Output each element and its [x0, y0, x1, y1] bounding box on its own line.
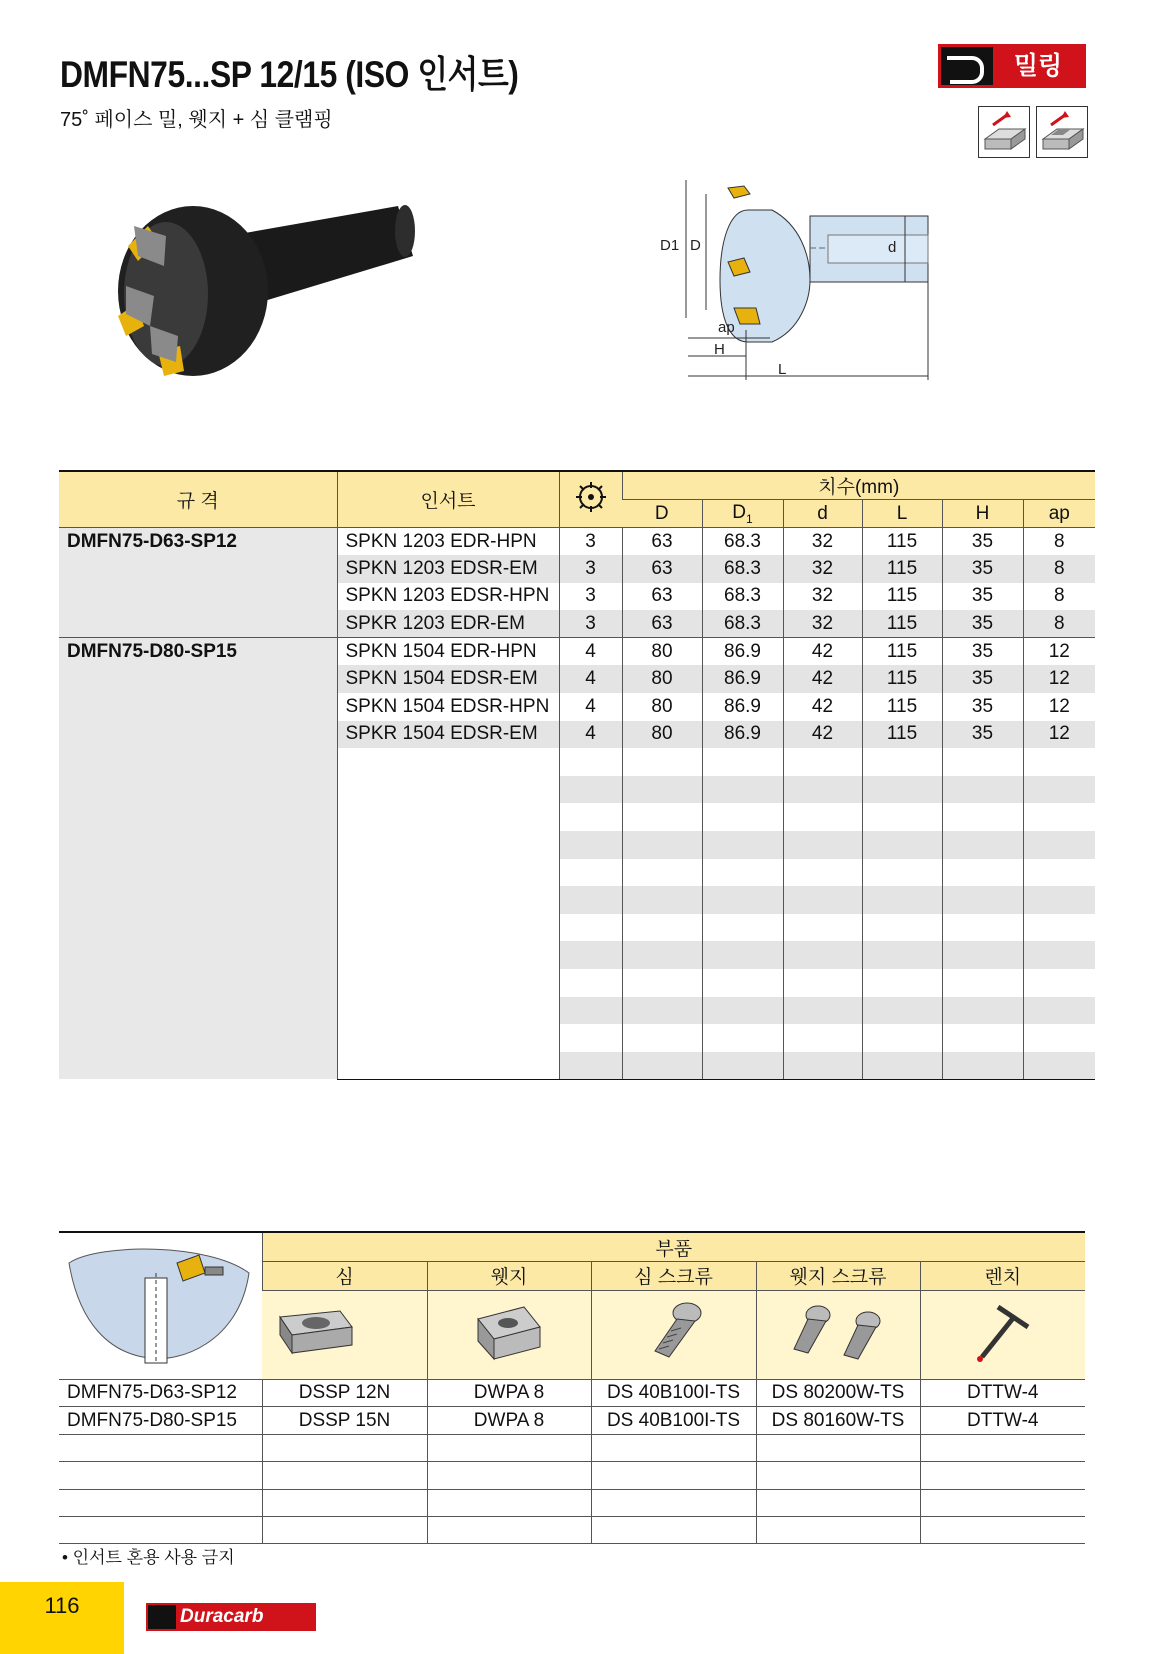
brand-logo-text: 밀링 [993, 47, 1083, 85]
spec-cell-d1: 86.9 [702, 665, 783, 693]
spec-cell-d: 80 [622, 638, 702, 666]
face-milling-operation-icon [978, 106, 1030, 158]
spec-cell-z: 3 [559, 555, 622, 583]
wedge-screw-picture [756, 1290, 920, 1379]
shoulder-milling-operation-icon [1036, 106, 1088, 158]
parts-cell-holder: DMFN75-D80-SP15 [59, 1407, 262, 1434]
parts-cell-wedge-screw: DS 80160W-TS [756, 1407, 920, 1434]
parts-cell-wrench: DTTW-4 [920, 1380, 1085, 1407]
teeth-count-icon [574, 480, 608, 514]
spec-cell-d: 42 [783, 638, 862, 666]
duracarb-logo-text: Duracarb [176, 1605, 314, 1629]
parts-cell-wedge: DWPA 8 [427, 1407, 591, 1434]
spec-insert: SPKN 1203 EDR-HPN [337, 528, 559, 556]
parts-empty-row [59, 1489, 1085, 1516]
parts-cell-wedge: DWPA 8 [427, 1380, 591, 1407]
duracarb-d-mark [148, 1605, 176, 1629]
drawing-label-d-shank: d [888, 239, 897, 256]
milling-brand-logo [938, 44, 1086, 88]
parts-empty-row [59, 1516, 1085, 1543]
spec-cell-ap: 12 [1023, 693, 1095, 721]
wedge-screw-icon [778, 1297, 898, 1367]
spec-cell-d1: 68.3 [702, 583, 783, 611]
spec-cell-z: 3 [559, 528, 622, 556]
parts-header-shim: 심 [262, 1262, 427, 1291]
spec-row [59, 638, 1095, 666]
spec-cell-z: 4 [559, 665, 622, 693]
spec-cell-d: 80 [622, 721, 702, 749]
parts-cell-shim: DSSP 12N [262, 1380, 427, 1407]
spec-cell-ap: 12 [1023, 721, 1095, 749]
header-d: D [622, 500, 702, 528]
spec-insert: SPKN 1203 EDSR-HPN [337, 583, 559, 611]
clamping-section-diagram [59, 1232, 262, 1380]
parts-header-wedge: 웻지 [427, 1262, 591, 1291]
spec-cell-d1: 86.9 [702, 721, 783, 749]
spec-cell-l: 115 [862, 721, 942, 749]
shim-screw-picture [591, 1290, 756, 1379]
spec-cell-d1: 68.3 [702, 555, 783, 583]
parts-cell-shim-screw: DS 40B100I-TS [591, 1380, 756, 1407]
spec-cell-l: 115 [862, 583, 942, 611]
parts-header-title: 부품 [262, 1232, 1085, 1262]
page-subtitle: 75˚ 페이스 밀, 웻지 + 심 클램핑 [60, 109, 333, 131]
header-spec: 규 격 [59, 471, 337, 528]
spec-cell-l: 115 [862, 555, 942, 583]
spec-cell-l: 115 [862, 528, 942, 556]
parts-cell-wedge-screw: DS 80200W-TS [756, 1380, 920, 1407]
cutter-dimension-drawing [660, 180, 970, 412]
spec-cell-d: 42 [783, 693, 862, 721]
spec-cell-z: 3 [559, 583, 622, 611]
spec-cell-h: 35 [942, 638, 1023, 666]
drawing-label-d1: D1 [660, 237, 680, 254]
wedge-picture [427, 1290, 591, 1379]
spec-cell-h: 35 [942, 721, 1023, 749]
parts-cell-shim: DSSP 15N [262, 1407, 427, 1434]
header-shank-d: d [783, 500, 862, 528]
spec-insert: SPKR 1203 EDR-EM [337, 610, 559, 638]
drawing-label-d-outer: D [690, 237, 701, 254]
spec-cell-d1: 68.3 [702, 528, 783, 556]
spec-cell-ap: 12 [1023, 638, 1095, 666]
spec-cell-d: 80 [622, 665, 702, 693]
brand-d-mark [941, 47, 993, 85]
spec-cell-d1: 86.9 [702, 638, 783, 666]
spec-cell-h: 35 [942, 583, 1023, 611]
parts-cell-holder: DMFN75-D63-SP12 [59, 1380, 262, 1407]
spec-cell-d: 63 [622, 528, 702, 556]
parts-header-wedge-screw: 웻지 스크류 [756, 1262, 920, 1291]
spec-cell-d: 32 [783, 555, 862, 583]
spec-cell-ap: 8 [1023, 610, 1095, 638]
parts-header-wrench: 렌치 [920, 1262, 1085, 1291]
spec-cell-z: 4 [559, 693, 622, 721]
spec-cell-z: 4 [559, 638, 622, 666]
duracarb-logo [146, 1603, 316, 1631]
spec-cell-ap: 8 [1023, 583, 1095, 611]
spec-cell-d1: 86.9 [702, 693, 783, 721]
milling-cutter-photo [108, 186, 428, 396]
spec-insert: SPKR 1504 EDSR-EM [337, 721, 559, 749]
spec-cell-ap: 12 [1023, 665, 1095, 693]
header-d1: $D_1$ [702, 500, 783, 528]
spec-cell-d: 42 [783, 665, 862, 693]
spec-cell-ap: 8 [1023, 555, 1095, 583]
parts-row [59, 1380, 1085, 1407]
spec-cell-d: 63 [622, 583, 702, 611]
spec-cell-h: 35 [942, 693, 1023, 721]
specification-table [59, 470, 1095, 1080]
parts-empty-row [59, 1462, 1085, 1489]
parts-row [59, 1407, 1085, 1434]
spec-cell-z: 4 [559, 721, 622, 749]
shim-icon [270, 1297, 360, 1367]
drawing-label-l: L [778, 361, 787, 378]
spec-cell-ap: 8 [1023, 528, 1095, 556]
spec-cell-h: 35 [942, 528, 1023, 556]
spec-cell-d: 32 [783, 528, 862, 556]
spec-cell-z: 3 [559, 610, 622, 638]
spec-model-name: DMFN75-D80-SP15 [59, 638, 337, 1080]
spec-cell-l: 115 [862, 638, 942, 666]
header-teeth [559, 471, 622, 528]
header-dimensions: 치수(mm) [622, 471, 1095, 500]
spec-cell-d: 80 [622, 693, 702, 721]
parts-cell-shim-screw: DS 40B100I-TS [591, 1407, 756, 1434]
header-l: L [862, 500, 942, 528]
spec-cell-d: 63 [622, 610, 702, 638]
header-insert: 인서트 [337, 471, 559, 528]
spec-cell-h: 35 [942, 555, 1023, 583]
spec-insert: SPKN 1504 EDR-HPN [337, 638, 559, 666]
spec-cell-l: 115 [862, 693, 942, 721]
spec-cell-d: 42 [783, 721, 862, 749]
spec-model-name: DMFN75-D63-SP12 [59, 528, 337, 638]
spec-cell-h: 35 [942, 665, 1023, 693]
spec-insert: SPKN 1504 EDSR-EM [337, 665, 559, 693]
drawing-label-ap: ap [718, 319, 735, 336]
shim-picture [262, 1290, 427, 1379]
header-ap: ap [1023, 500, 1095, 528]
parts-empty-row [59, 1434, 1085, 1461]
usage-note: • 인서트 혼용 사용 금지 [62, 1548, 235, 1567]
wedge-icon [464, 1297, 554, 1367]
page-number: 116 [0, 1582, 124, 1654]
drawing-label-h: H [714, 341, 725, 358]
parts-table [59, 1231, 1085, 1544]
header-h: H [942, 500, 1023, 528]
parts-header-shim-screw: 심 스크류 [591, 1262, 756, 1291]
parts-cell-wrench: DTTW-4 [920, 1407, 1085, 1434]
spec-insert: SPKN 1203 EDSR-EM [337, 555, 559, 583]
page-title: DMFN75...SP 12/15 (ISO 인서트) [60, 54, 519, 95]
spec-cell-d: 32 [783, 583, 862, 611]
spec-cell-d: 63 [622, 555, 702, 583]
spec-cell-l: 115 [862, 665, 942, 693]
spec-cell-d: 32 [783, 610, 862, 638]
spec-row [59, 528, 1095, 556]
spec-cell-d1: 68.3 [702, 610, 783, 638]
wrench-icon [958, 1297, 1048, 1367]
wrench-picture [920, 1290, 1085, 1379]
shim-screw-icon [629, 1297, 719, 1367]
spec-cell-h: 35 [942, 610, 1023, 638]
spec-insert: SPKN 1504 EDSR-HPN [337, 693, 559, 721]
spec-cell-l: 115 [862, 610, 942, 638]
